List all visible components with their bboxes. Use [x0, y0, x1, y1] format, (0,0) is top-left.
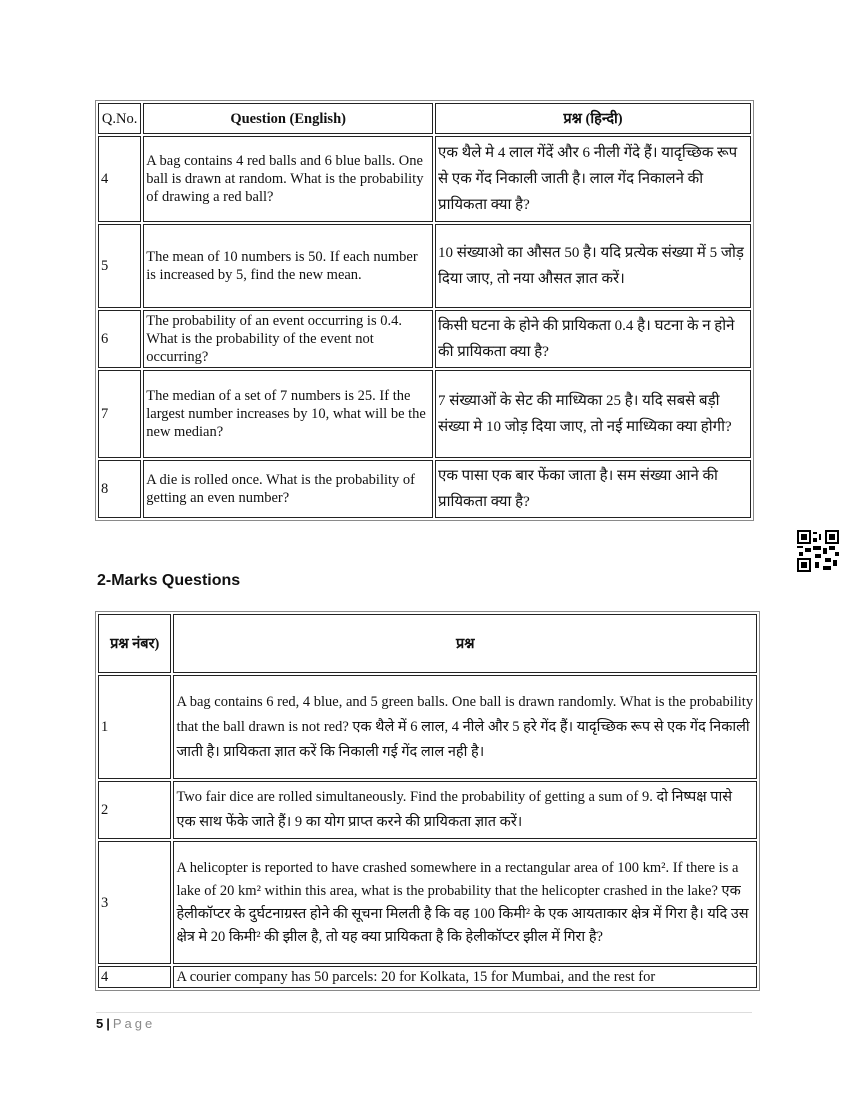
table-row: [98, 966, 757, 988]
english-cell: A bag contains 4 red balls and 6 blue balls. One ball is drawn at random. What is the probability of drawing a red ball?: [143, 136, 433, 222]
header-hindi: प्रश्न (हिन्दी): [435, 103, 751, 134]
question-cell: A helicopter is reported to have crashed somewhere in a rectangular area of 100 km². If there is a lake of 20 km² within this area, what is the probability that the helicopter crashed in the lake? एक हेलीकॉप्टर के दुर्घटनाग्रस्त होने की सूचना मिलती है कि वह 100 किमी² के एक आयताकार क्षेत्र में गिरा है। यदि उस क्षेत्र मे 20 किमी² की झील है, तो यह क्या प्रायिकता है कि हेलीकॉप्टर झील में गिरा है?: [173, 841, 757, 964]
table-row: [98, 310, 751, 368]
header-english: Question (English): [143, 103, 433, 134]
questions-table-2marks: [95, 611, 760, 991]
hindi-cell: 10 संख्याओ का औसत 50 है। यदि प्रत्येक संख्या में 5 जोड़ दिया जाए, तो नया औसत ज्ञात करें।: [435, 224, 751, 308]
table-row: [98, 136, 751, 222]
question-cell: A courier company has 50 parcels: 20 for Kolkata, 15 for Mumbai, and the rest for: [173, 966, 757, 988]
qno-cell: 6: [98, 310, 141, 368]
hindi-cell: एक थैले मे 4 लाल गेंदें और 6 नीली गेंदे हैं। यादृच्छिक रूप से एक गेंद निकाली जाती है। लाल गेंद निकालने की प्रायिकता क्या है?: [435, 136, 751, 222]
header-qno: प्रश्न नंबर): [98, 614, 171, 673]
footer-separator: |: [106, 1016, 110, 1031]
question-cell: A bag contains 6 red, 4 blue, and 5 green balls. One ball is drawn randomly. What is the probability that the ball drawn is not red? एक थैले में 6 लाल, 4 नीले और 5 हरे गेंद हैं। यादृच्छिक रूप से एक गेंद निकाली जाती है। प्रायिकता ज्ञात करें कि निकाली गई गेंद लाल नही है।: [173, 675, 757, 779]
page-label: Page: [112, 1016, 156, 1031]
qno-cell: 8: [98, 460, 141, 518]
table-header-row: [98, 103, 751, 134]
table-header-row: [98, 614, 757, 673]
qno-cell: 5: [98, 224, 141, 308]
english-cell: The probability of an event occurring is 0.4. What is the probability of the event not occurring?: [143, 310, 433, 368]
section-title: 2-Marks Questions: [97, 572, 241, 589]
header-qno: Q.No.: [98, 103, 141, 134]
qno-cell: 1: [98, 675, 171, 779]
table-row: [98, 841, 757, 964]
header-question: प्रश्न: [173, 614, 757, 673]
hindi-cell: एक पासा एक बार फेंका जाता है। सम संख्या आने की प्रायिकता क्या है?: [435, 460, 751, 518]
hindi-cell: 7 संख्याओं के सेट की माध्यिका 25 है। यदि सबसे बड़ी संख्या मे 10 जोड़ दिया जाए, तो नई माध्यिका क्या होगी?: [435, 370, 751, 458]
question-cell: Two fair dice are rolled simultaneously. Find the probability of getting a sum of 9. दो निष्पक्ष पासे एक साथ फेंके जाते हैं। 9 का योग प्राप्त करने की प्रायिकता ज्ञात करें।: [173, 781, 757, 839]
page-footer: [96, 1016, 155, 1031]
english-cell: The mean of 10 numbers is 50. If each number is increased by 5, find the new mean.: [143, 224, 433, 308]
table-row: [98, 224, 751, 308]
qno-cell: 3: [98, 841, 171, 964]
page-number: 5: [96, 1016, 104, 1031]
qno-cell: 4: [98, 966, 171, 988]
table-row: [98, 675, 757, 779]
english-cell: A die is rolled once. What is the probability of getting an even number?: [143, 460, 433, 518]
table-row: [98, 781, 757, 839]
qno-cell: 7: [98, 370, 141, 458]
qno-cell: 2: [98, 781, 171, 839]
table-row: [98, 460, 751, 518]
qno-cell: 4: [98, 136, 141, 222]
questions-table-1mark: [95, 100, 754, 521]
table-row: [98, 370, 751, 458]
hindi-cell: किसी घटना के होने की प्रायिकता 0.4 है। घटना के न होने की प्रायिकता क्या है?: [435, 310, 751, 368]
english-cell: The median of a set of 7 numbers is 25. If the largest number increases by 10, what will be the new median?: [143, 370, 433, 458]
qr-code-icon: [797, 530, 839, 572]
footer-divider: [96, 1012, 752, 1013]
